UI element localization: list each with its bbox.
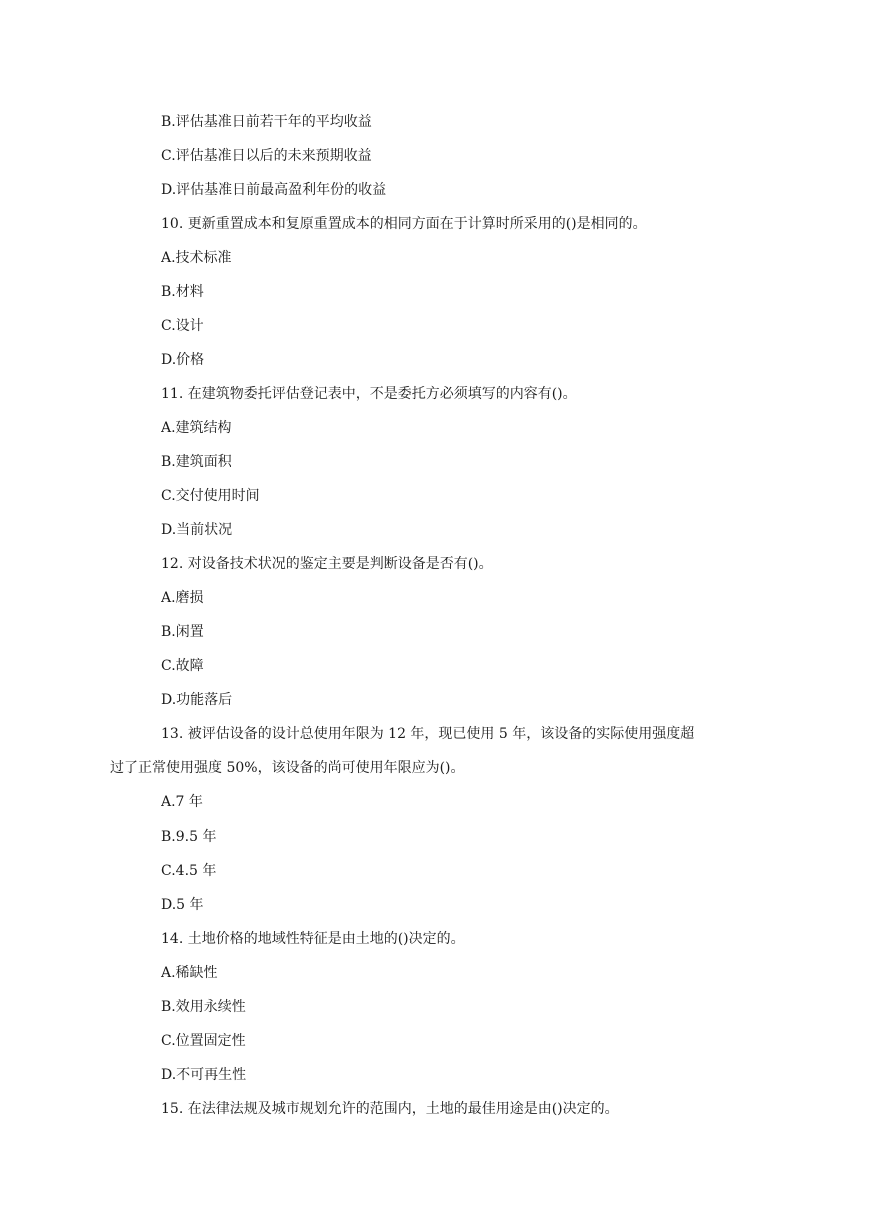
- question-14: 14. 土地价格的地域性特征是由土地的()决定的。: [161, 931, 465, 947]
- option-10-c: C.设计: [161, 318, 204, 334]
- option-14-d: D.不可再生性: [161, 1067, 247, 1083]
- option-10-b: B.材料: [161, 284, 204, 300]
- question-13: 13. 被评估设备的设计总使用年限为 12 年，现已使用 5 年，该设备的实际使用强度超: [161, 726, 695, 742]
- option-12-d: D.功能落后: [161, 692, 233, 708]
- question-11: 11. 在建筑物委托评估登记表中，不是委托方必须填写的内容有()。: [161, 386, 577, 402]
- option-9-c: C.评估基准日以后的未来预期收益: [161, 148, 372, 164]
- question-12: 12. 对设备技术状况的鉴定主要是判断设备是否有()。: [161, 556, 493, 572]
- option-11-d: D.当前状况: [161, 522, 233, 538]
- option-13-d: D.5 年: [161, 897, 204, 913]
- option-14-c: C.位置固定性: [161, 1033, 246, 1049]
- question-15: 15. 在法律法规及城市规划允许的范围内，土地的最佳用途是由()决定的。: [161, 1101, 619, 1117]
- option-14-b: B.效用永续性: [161, 999, 246, 1015]
- option-12-c: C.故障: [161, 658, 204, 674]
- option-13-c: C.4.5 年: [161, 863, 217, 879]
- question-10: 10. 更新重置成本和复原重置成本的相同方面在于计算时所采用的()是相同的。: [161, 216, 647, 232]
- option-11-c: C.交付使用时间: [161, 488, 260, 504]
- option-9-b: B.评估基准日前若干年的平均收益: [161, 114, 372, 130]
- option-11-a: A.建筑结构: [161, 420, 232, 436]
- option-10-a: A.技术标准: [161, 250, 232, 266]
- option-10-d: D.价格: [161, 352, 205, 368]
- option-11-b: B.建筑面积: [161, 454, 232, 470]
- question-13-continued: 过了正常使用强度 50%，该设备的尚可使用年限应为()。: [110, 760, 465, 776]
- option-14-a: A.稀缺性: [161, 965, 218, 981]
- option-9-d: D.评估基准日前最高盈利年份的收益: [161, 182, 387, 198]
- option-12-b: B.闲置: [161, 624, 204, 640]
- option-12-a: A.磨损: [161, 590, 204, 606]
- option-13-a: A.7 年: [161, 794, 203, 810]
- option-13-b: B.9.5 年: [161, 829, 217, 845]
